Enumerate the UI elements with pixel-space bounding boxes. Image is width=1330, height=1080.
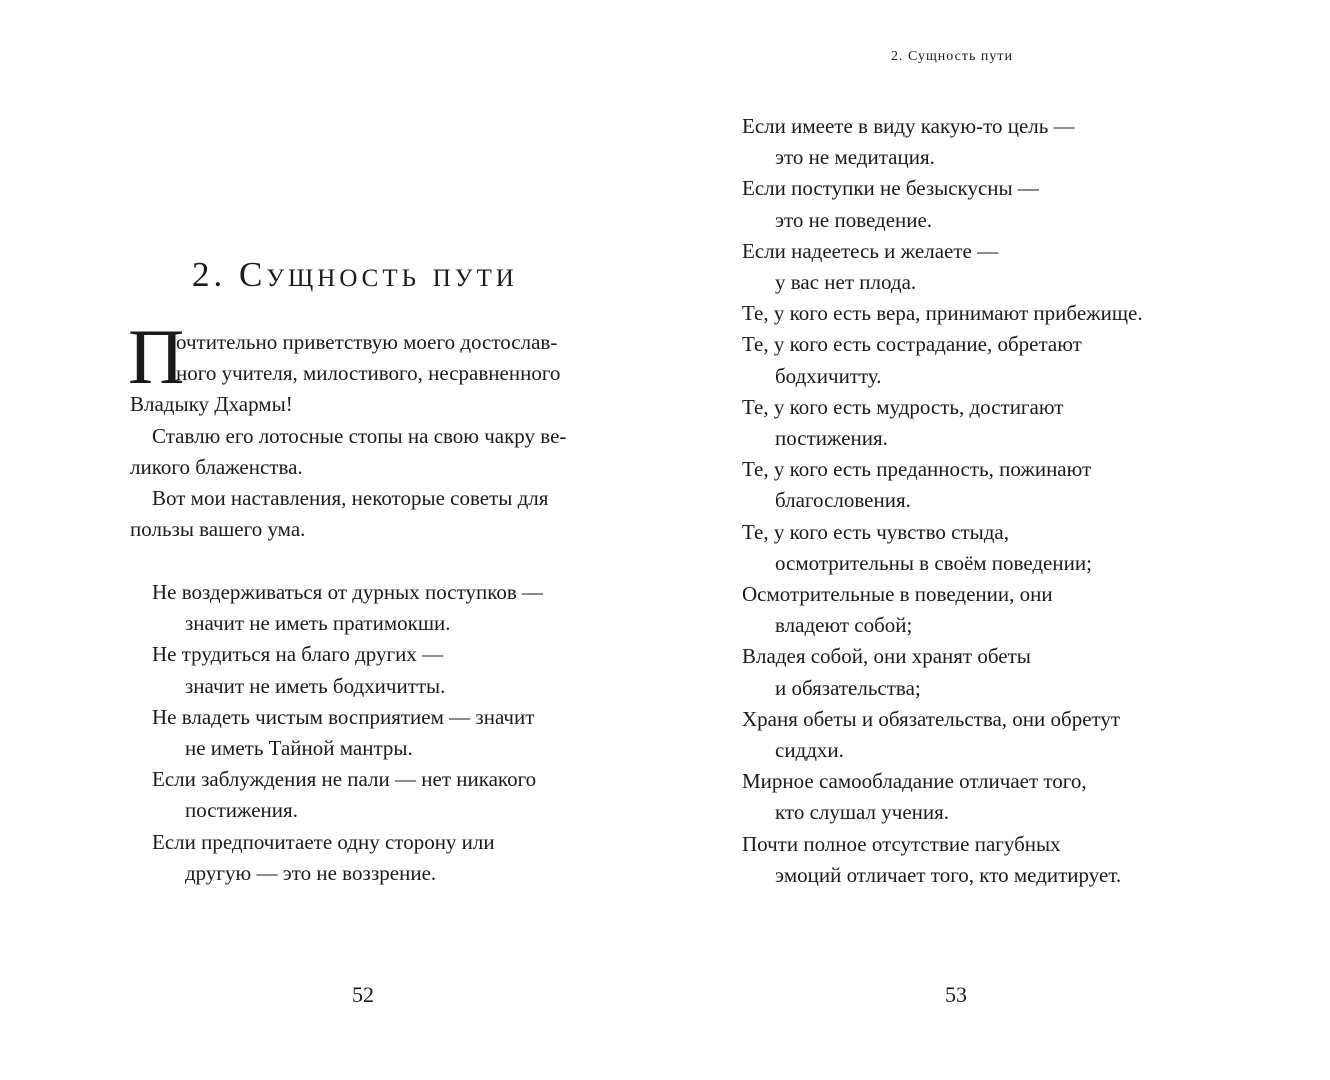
verse-line: эмоций отличает того, кто медитирует. (775, 862, 1122, 887)
verse-line: Если надеетесь и желаете — (742, 238, 999, 263)
verse-line: Те, у кого есть сострадание, обретают (742, 332, 1082, 357)
verse-line: постижения. (775, 426, 888, 451)
intro-prose (128, 313, 610, 545)
verse-line: осмотрительны в своём поведении; (775, 550, 1092, 575)
verse-line: Те, у кого есть вера, принимают прибежище. (742, 301, 1143, 326)
verse-line: Почти полное отсутствие пагубных (742, 831, 1061, 856)
verse-line: Если предпочитаете одну сторону или (152, 829, 495, 854)
verse-line: Мирное самообладание отличает того, (742, 769, 1087, 794)
verse-block-right (742, 111, 1143, 891)
verse-line: кто слушал учения. (775, 800, 950, 825)
prose-text: очтительно приветствую моего достослав- (176, 330, 558, 354)
verse-line: это не поведение. (775, 207, 933, 232)
verse-line: Те, у кого есть преданность, пожинают (742, 457, 1092, 482)
verse-line: Храня обеты и обязательства, они обретут (742, 706, 1121, 731)
verse-line: Те, у кого есть мудрость, достигают (742, 394, 1064, 419)
verse-line: это не медитация. (775, 145, 935, 170)
verse-line: Не трудиться на благо других — (152, 642, 444, 667)
chapter-title: 2. Сущность пути (192, 255, 518, 294)
prose-line: Ставлю его лотосные стопы на свою чакру ве- (152, 423, 567, 448)
page-number-left: 52 (352, 982, 374, 1007)
page-number-right: 53 (945, 982, 967, 1007)
verse-line: владеют собой; (775, 613, 913, 638)
prose-line (130, 358, 610, 389)
verse-line: Не воздерживаться от дурных поступков — (152, 580, 544, 604)
verse-line: Те, у кого есть чувство стыда, (742, 519, 1009, 544)
prose-line: пользы вашего ума. (130, 517, 306, 542)
prose-text: ного учителя, милостивого, несравненного (176, 361, 561, 386)
prose-line: ликого блаженства. (130, 454, 303, 479)
verse-line: сиддхи. (775, 738, 844, 763)
verse-line: бодхичитту. (775, 363, 882, 388)
verse-line: у вас нет плода. (775, 270, 917, 295)
drop-cap: П (128, 313, 185, 400)
prose-line: Владыку Дхармы! (130, 392, 293, 417)
verse-line: постижения. (185, 798, 298, 823)
verse-block-left (152, 577, 543, 889)
verse-line: Осмотрительные в поведении, они (742, 582, 1053, 607)
verse-line: другую — это не воззрение. (185, 860, 437, 885)
verse-line: благословения. (775, 488, 911, 513)
verse-line: не иметь Тайной мантры. (185, 736, 413, 761)
verse-line: Если поступки не безыскусны — (742, 176, 1039, 201)
prose-line: Вот мои наставления, некоторые советы для (152, 486, 549, 511)
verse-line: Владея собой, они хранят обеты (742, 644, 1031, 669)
verse-line: и обязательства; (775, 675, 921, 700)
verse-line: значит не иметь пратимокши. (185, 611, 451, 636)
right-page (665, 0, 1330, 1080)
verse-line: значит не иметь бодхичитты. (185, 673, 446, 698)
verse-line: Если имеете в виду какую-то цель — (742, 114, 1075, 138)
verse-line: Не владеть чистым восприятием — значит (152, 704, 535, 729)
running-head: 2. Сущность пути (891, 49, 1013, 64)
verse-line: Если заблуждения не пали — нет никакого (152, 767, 537, 792)
